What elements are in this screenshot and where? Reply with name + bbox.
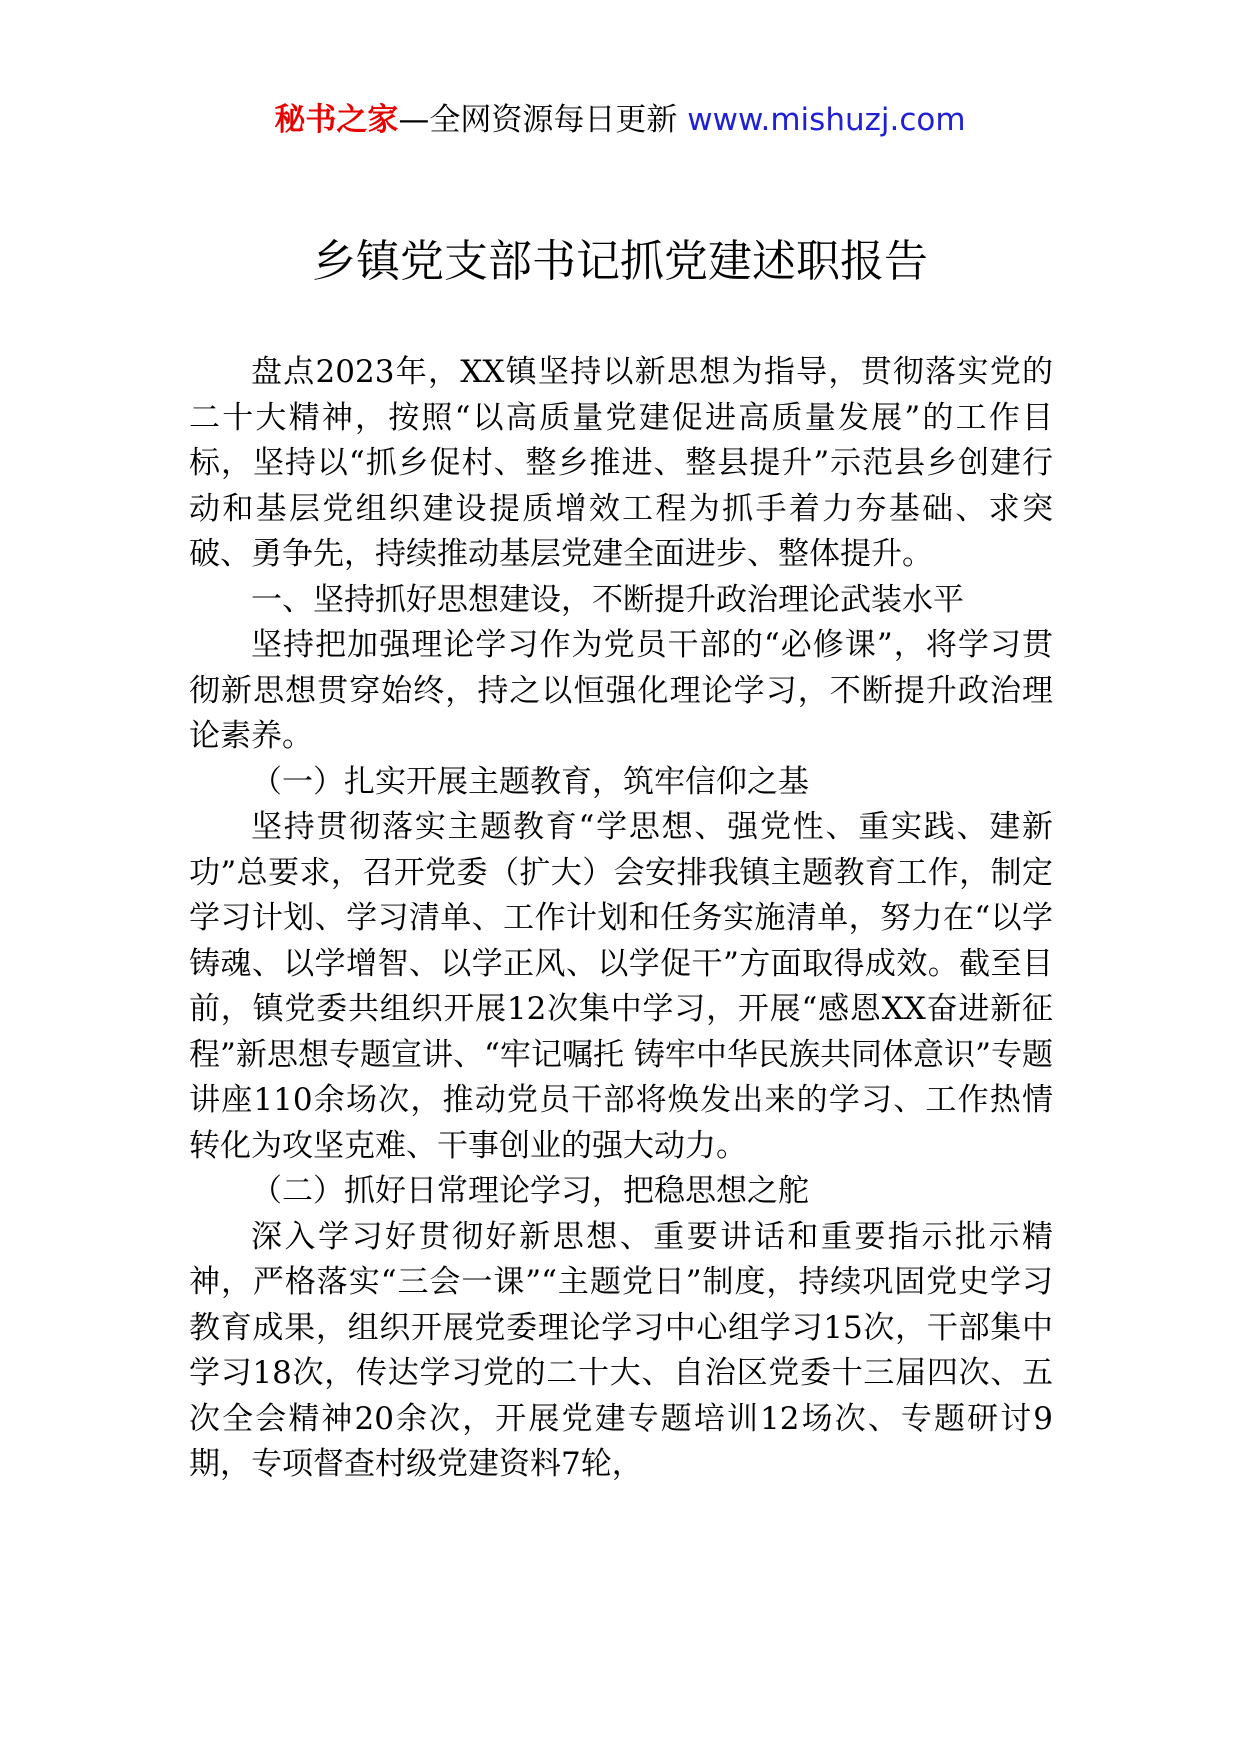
subsection-heading-1: （一）扎实开展主题教育，筑牢信仰之基	[251, 763, 809, 800]
paragraph-subsection-2: 深入学习好贯彻好新思想、重要讲话和重要指示批示精神，严格落实“三会一课”“主题党日”制度，持续巩固党史学习教育成果，组织开展党委理论学习中心组学习15次，干部集中学习18次，传达学习党的二十大、自治区党委十三届四次、五次全会精神20余次，开展党建专题培训12场次、专题研讨9期，专项督查村级党建资料7轮，	[189, 1218, 1053, 1482]
brand-name: 秘书之家	[274, 102, 399, 138]
site-url-link[interactable]: www.mishuzj.com	[687, 102, 966, 138]
paragraph-section-1: 坚持把加强理论学习作为党员干部的“必修课”，将学习贯彻新思想贯穿始终，持之以恒强化理论学习，不断提升政治理论素养。	[189, 627, 1053, 754]
site-header	[0, 98, 1240, 142]
section-heading-1: 一、坚持抓好思想建设，不断提升政治理论武装水平	[251, 581, 964, 618]
header-slogan: —全网资源每日更新	[398, 102, 678, 138]
paragraph-intro: 盘点2023年，XX镇坚持以新思想为指导，贯彻落实党的二十大精神，按照“以高质量党建促进高质量发展”的工作目标，坚持以“抓乡促村、整乡推进、整县提升”示范县乡创建行动和基层党组织建设提质增效工程为抓手着力夯基础、求突破、勇争先，持续推动基层党建全面进步、整体提升。	[189, 354, 1053, 572]
document-title: 乡镇党支部书记抓党建述职报告	[312, 236, 928, 287]
document-body	[189, 350, 1053, 1488]
paragraph-subsection-1: 坚持贯彻落实主题教育“学思想、强党性、重实践、建新功”总要求，召开党委（扩大）会安排我镇主题教育工作，制定学习计划、学习清单、工作计划和任务实施清单，努力在“以学铸魂、以学增智、以学正风、以学促干”方面取得成效。截至目前，镇党委共组织开展12次集中学习，开展“感恩XX奋进新征程”新思想专题宣讲、“牢记嘱托 铸牢中华民族共同体意识”专题讲座110余场次，推动党员干部将焕发出来的学习、工作热情转化为攻坚克难、干事创业的强大动力。	[189, 809, 1053, 1164]
subsection-heading-2: （二）抓好日常理论学习，把稳思想之舵	[251, 1173, 809, 1209]
